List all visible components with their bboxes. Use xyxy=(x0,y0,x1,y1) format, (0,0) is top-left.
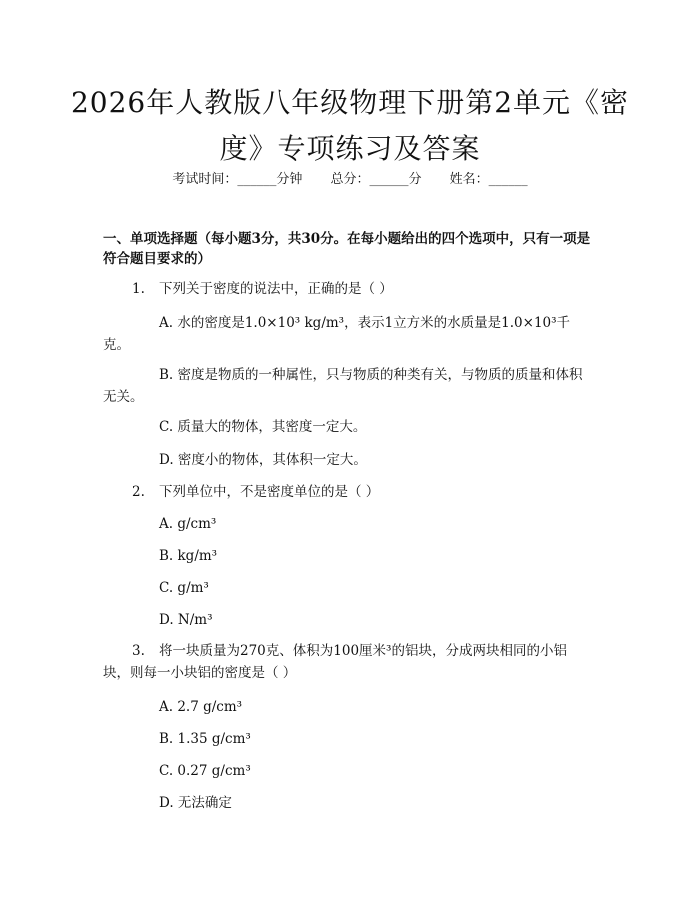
q1-option-b: B. 密度是物质的一种属性，只与物质的种类有关，与物质的质量和体积 xyxy=(159,367,583,383)
q2-option-b: B. kg/m³ xyxy=(159,548,218,564)
page-title xyxy=(60,80,640,172)
question-text: 下列关于密度的说法中，正确的是（ ） xyxy=(159,281,393,297)
q3-option-d: D. 无法确定 xyxy=(159,795,232,811)
q1-option-d: D. 密度小的物体，其体积一定大。 xyxy=(159,452,367,468)
question-number: 3. xyxy=(132,643,145,659)
title-line-2: 度》专项练习及答案 xyxy=(219,132,481,165)
q2-option-a: A. g/cm³ xyxy=(159,516,217,532)
question-text: 将一块质量为270克、体积为100厘米³的铝块，分成两块相同的小铝 xyxy=(159,643,567,659)
question-1 xyxy=(132,278,393,300)
q2-option-c: C. g/m³ xyxy=(159,580,209,596)
section-heading: 一、单项选择题（每小题3分，共30分。在每小题给出的四个选项中，只有一项是符合题目要求的） xyxy=(103,231,591,267)
question-text: 下列单位中，不是密度单位的是（ ） xyxy=(159,484,380,500)
q3-option-b: B. 1.35 g/cm³ xyxy=(159,731,251,747)
question-3-cont: 块，则每一小块铝的密度是（ ） xyxy=(103,665,297,681)
q1-option-a: A. 水的密度是1.0×10³ kg/m³，表示1立方米的水质量是1.0×10³千 xyxy=(159,315,571,331)
q3-option-c: C. 0.27 g/cm³ xyxy=(159,763,251,779)
q1-option-a-cont: 克。 xyxy=(103,337,130,353)
q2-option-d: D. N/m³ xyxy=(159,612,213,628)
exam-score: 总分：______分 xyxy=(330,172,422,187)
question-number: 2. xyxy=(132,484,145,500)
q1-option-b-cont: 无关。 xyxy=(103,389,144,405)
exam-info xyxy=(0,168,700,187)
title-line-1: 2026年人教版八年级物理下册第2单元《密 xyxy=(70,86,630,119)
question-3 xyxy=(132,640,567,662)
q1-option-c: C. 质量大的物体，其密度一定大。 xyxy=(159,419,367,435)
exam-time: 考试时间：______分钟 xyxy=(172,172,303,187)
q3-option-a: A. 2.7 g/cm³ xyxy=(159,699,243,715)
question-number: 1. xyxy=(132,281,145,297)
question-2 xyxy=(132,481,379,503)
exam-name: 姓名：______ xyxy=(449,172,528,187)
